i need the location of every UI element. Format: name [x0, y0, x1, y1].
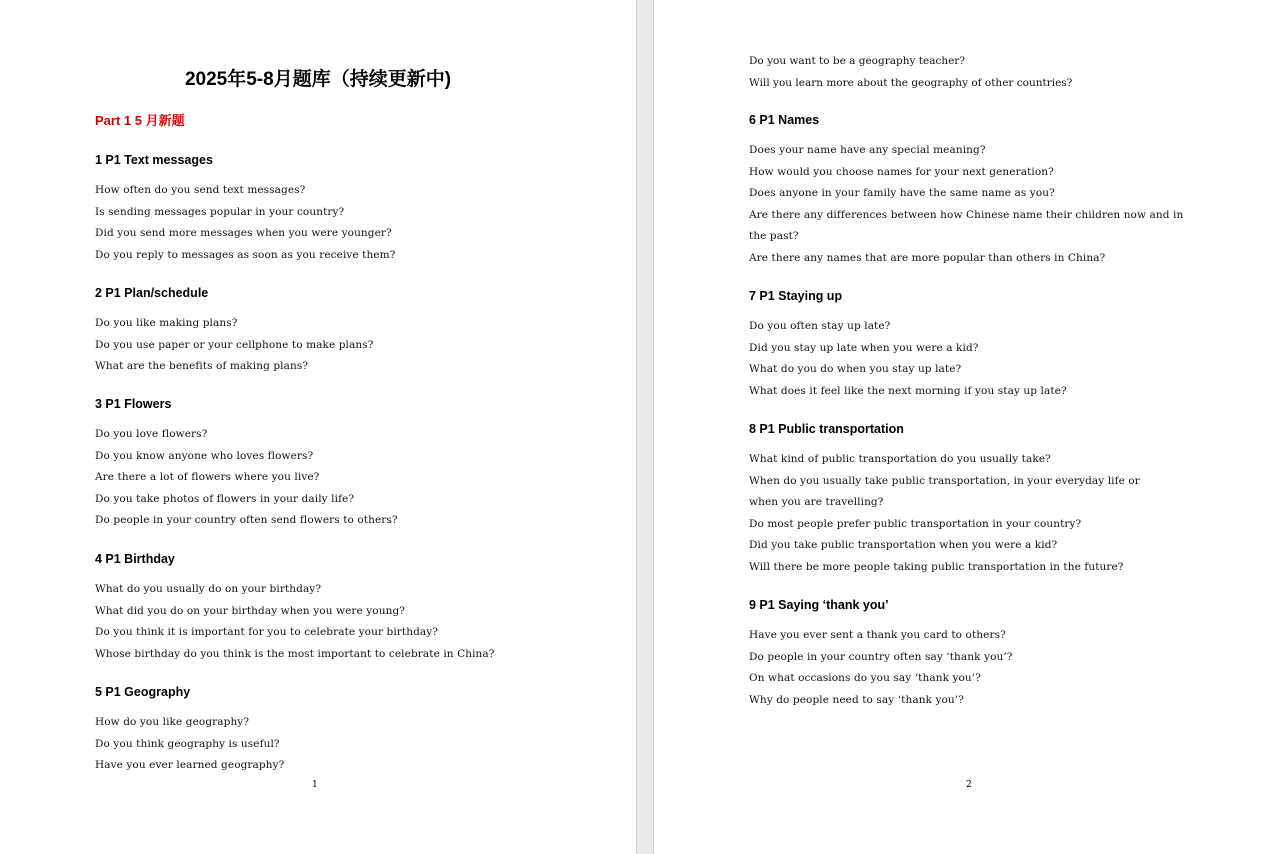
question: Have you ever sent a thank you card to others?: [749, 629, 1006, 641]
question: Do people in your country often send flowers to others?: [95, 514, 398, 527]
document-title: 2025年5-8月题库（持续更新中): [184, 69, 452, 90]
question: How do you like geography?: [95, 716, 250, 728]
question: What do you usually do on your birthday?: [95, 583, 322, 595]
section-staying-up: [749, 288, 1067, 405]
question: What kind of public transportation do you usually take?: [749, 453, 1051, 465]
question: the past?: [749, 230, 799, 243]
question: Do most people prefer public transportation in your country?: [749, 517, 1082, 530]
section-geography-continued: [749, 54, 1072, 97]
question: Are there any names that are more popular than others in China?: [749, 251, 1106, 264]
question: Do you want to be a geography teacher?: [749, 55, 965, 67]
question: Do people in your country often say ‘thank you’?: [749, 650, 1013, 663]
question: Do you think geography is useful?: [95, 737, 280, 750]
page-2: [654, 0, 1288, 854]
question: Do you take photos of flowers in your daily life?: [95, 492, 355, 505]
section-public-transportation: [749, 421, 1140, 582]
section-heading: 1 P1 Text messages: [95, 153, 213, 167]
part-heading: Part 1 5 月新题: [95, 113, 185, 128]
page-number: 2: [966, 780, 972, 790]
question: Do you know anyone who loves flowers?: [95, 449, 314, 462]
question: Is sending messages popular in your country?: [95, 205, 345, 218]
question: What did you do on your birthday when you were young?: [95, 604, 405, 617]
section-heading: 9 P1 Saying ‘thank you’: [749, 598, 889, 612]
question: Have you ever learned geography?: [95, 759, 285, 772]
question: What does it feel like the next morning if you stay up late?: [749, 384, 1067, 397]
question: Did you take public transportation when you were a kid?: [749, 539, 1058, 552]
question: What are the benefits of making plans?: [95, 360, 309, 373]
section-flowers: [95, 396, 398, 535]
section-plan-schedule: [95, 285, 373, 381]
question: Do you often stay up late?: [749, 320, 891, 332]
question: Does anyone in your family have the same name as you?: [749, 187, 1055, 200]
question: Did you send more messages when you were younger?: [95, 227, 392, 240]
question: Are there any differences between how Chinese name their children now and in: [749, 208, 1184, 221]
question: When do you usually take public transportation, in your everyday life or: [749, 474, 1140, 487]
question: How would you choose names for your next generation?: [749, 165, 1054, 178]
section-names: [749, 112, 1183, 273]
question: Do you love flowers?: [95, 428, 208, 440]
question: when you are travelling?: [749, 496, 884, 509]
section-saying-thank-you: [749, 597, 1013, 714]
section-heading: 3 P1 Flowers: [95, 397, 172, 411]
question: Does your name have any special meaning?: [749, 144, 986, 156]
question: Are there a lot of flowers where you live?: [95, 471, 320, 484]
question: How often do you send text messages?: [95, 184, 306, 196]
section-heading: 7 P1 Staying up: [749, 289, 843, 303]
section-geography: [95, 684, 284, 780]
section-heading: 4 P1 Birthday: [95, 552, 175, 566]
question: On what occasions do you say ‘thank you’?: [749, 672, 981, 685]
section-heading: 8 P1 Public transportation: [749, 422, 904, 436]
question: Did you stay up late when you were a kid?: [749, 341, 979, 354]
page-1: [0, 0, 636, 854]
question: Will you learn more about the geography of other countries?: [749, 76, 1073, 89]
question: Do you reply to messages as soon as you receive them?: [95, 248, 396, 261]
page-gap: [636, 0, 654, 854]
section-heading: 6 P1 Names: [749, 113, 820, 127]
question: Do you like making plans?: [95, 317, 238, 329]
question: Do you think it is important for you to celebrate your birthday?: [95, 626, 439, 639]
question: Whose birthday do you think is the most important to celebrate in China?: [95, 647, 495, 660]
section-text-messages: [95, 152, 395, 269]
section-birthday: [95, 551, 494, 668]
question: Do you use paper or your cellphone to make plans?: [95, 338, 374, 351]
section-heading: 5 P1 Geography: [95, 685, 191, 699]
page-number: 1: [312, 780, 318, 790]
question: What do you do when you stay up late?: [749, 363, 962, 376]
question: Will there be more people taking public transportation in the future?: [749, 560, 1124, 573]
section-heading: 2 P1 Plan/schedule: [95, 286, 209, 300]
question: Why do people need to say ‘thank you’?: [749, 693, 964, 706]
